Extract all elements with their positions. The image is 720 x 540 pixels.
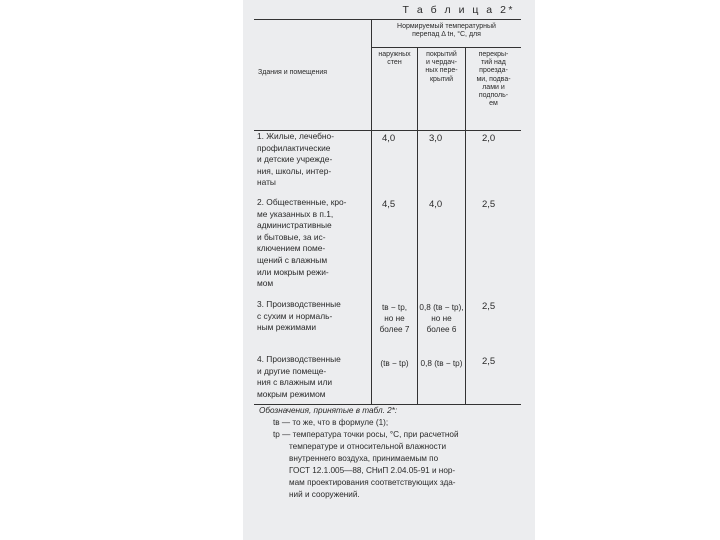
header-text-line: стен bbox=[387, 59, 402, 67]
row-4-walls-value: (tв − tр) bbox=[380, 359, 409, 368]
header-temp-diff bbox=[372, 23, 521, 39]
row-text-line: 3. Производственные bbox=[257, 299, 341, 309]
note-line: ГОСТ 12.1.005—88, СНиП 2.04.05-91 и нор- bbox=[289, 466, 456, 475]
row-text-line: с сухим и нормаль- bbox=[257, 310, 333, 321]
table-row-2-name bbox=[257, 197, 346, 290]
row-4-floors-value: 2,5 bbox=[482, 356, 496, 367]
row-1-roofs-value: 3,0 bbox=[429, 133, 443, 144]
row-text-line: ния, школы, интер- bbox=[257, 165, 332, 176]
header-temp-line-1: Нормируемый температурный bbox=[397, 23, 496, 30]
header-text-line: ми, подва- bbox=[476, 75, 511, 83]
table-row-4-name bbox=[257, 354, 341, 400]
formula-line: tв − tр, bbox=[381, 303, 408, 312]
norms-table bbox=[254, 19, 521, 405]
row-text-line: и бытовые, за ис- bbox=[257, 231, 326, 242]
row-text-line: и другие помеще- bbox=[257, 365, 327, 376]
row-text-line: наты bbox=[257, 177, 276, 188]
header-floors bbox=[466, 51, 521, 108]
row-text-line: мокрым режимом bbox=[257, 388, 326, 399]
row-text-line: 4. Производственные bbox=[257, 354, 341, 364]
note-line: tр — температура точки росы, °С, при расчетной bbox=[273, 430, 459, 439]
header-text-line: перекры- bbox=[478, 51, 509, 58]
header-text-line: покрытий bbox=[426, 51, 457, 58]
table-row-1-name bbox=[257, 131, 334, 189]
row-text-line: 2. Общественные, кро- bbox=[257, 197, 347, 207]
column-divider bbox=[371, 20, 372, 404]
row-text-line: мом bbox=[257, 278, 274, 289]
header-text-line: лами и bbox=[482, 83, 505, 91]
formula-line: но не bbox=[384, 314, 405, 324]
table-number-title: Т а б л и ц а 2* bbox=[402, 4, 515, 16]
row-text-line: ме указанных в п.1, bbox=[257, 208, 334, 219]
notes-heading: Обозначения, принятые в табл. 2*: bbox=[259, 406, 398, 415]
row-text-line: ным режимами bbox=[257, 322, 317, 333]
header-temp-line-2: перепад Δ tн, °С, для bbox=[412, 31, 481, 39]
header-text-line: проезда- bbox=[479, 67, 508, 75]
row-3-floors-value: 2,5 bbox=[482, 301, 496, 312]
header-text-line: подполь- bbox=[478, 92, 509, 100]
row-text-line: административные bbox=[257, 220, 332, 231]
note-line: внутреннего воздуха, принимаемым по bbox=[289, 454, 439, 463]
row-1-floors-value: 2,0 bbox=[482, 133, 496, 144]
column-divider bbox=[417, 48, 418, 404]
row-text-line: ния с влажным или bbox=[257, 377, 333, 388]
header-text-line: наружных bbox=[378, 51, 411, 58]
header-text-line: тий над bbox=[481, 59, 506, 67]
header-text-line: ных пере- bbox=[425, 67, 458, 75]
row-3-walls-value bbox=[372, 302, 417, 336]
formula-line: более 6 bbox=[426, 325, 457, 335]
formula-line: но не bbox=[431, 314, 452, 324]
header-text-line: крытий bbox=[429, 75, 453, 83]
note-line: мам проектирования соответствующих зда- bbox=[289, 478, 456, 487]
row-3-roofs-value bbox=[418, 302, 465, 336]
note-line: tв — то же, что в формуле (1); bbox=[273, 418, 389, 427]
formula-line: более 7 bbox=[379, 325, 410, 335]
header-roofs bbox=[418, 51, 465, 84]
formula-line: 0,8 (tв − tр), bbox=[419, 303, 464, 312]
header-buildings: Здания и помещения bbox=[258, 69, 328, 76]
note-line: ний и сооружений. bbox=[289, 490, 360, 499]
header-external-walls bbox=[372, 51, 417, 67]
row-2-walls-value: 4,5 bbox=[382, 199, 396, 210]
row-text-line: 1. Жилые, лечебно- bbox=[257, 131, 335, 141]
row-text-line: или мокрым режи- bbox=[257, 266, 329, 277]
row-text-line: щений с влажным bbox=[257, 254, 328, 265]
row-text-line: ключением поме- bbox=[257, 243, 326, 254]
row-2-roofs-value: 4,0 bbox=[429, 199, 443, 210]
header-text-line: и чердач- bbox=[426, 59, 457, 67]
header-text-line: ем bbox=[489, 100, 498, 108]
document-page bbox=[243, 0, 535, 540]
row-text-line: профилактические bbox=[257, 142, 331, 153]
table-row-3-name bbox=[257, 299, 341, 334]
header-divider bbox=[371, 47, 521, 48]
note-line: температуре и относительной влажности bbox=[289, 442, 447, 451]
row-2-floors-value: 2,5 bbox=[482, 199, 496, 210]
row-4-roofs-value: 0,8 (tв − tр) bbox=[420, 359, 463, 368]
row-1-walls-value: 4,0 bbox=[382, 133, 396, 144]
row-text-line: и детские учрежде- bbox=[257, 154, 333, 165]
